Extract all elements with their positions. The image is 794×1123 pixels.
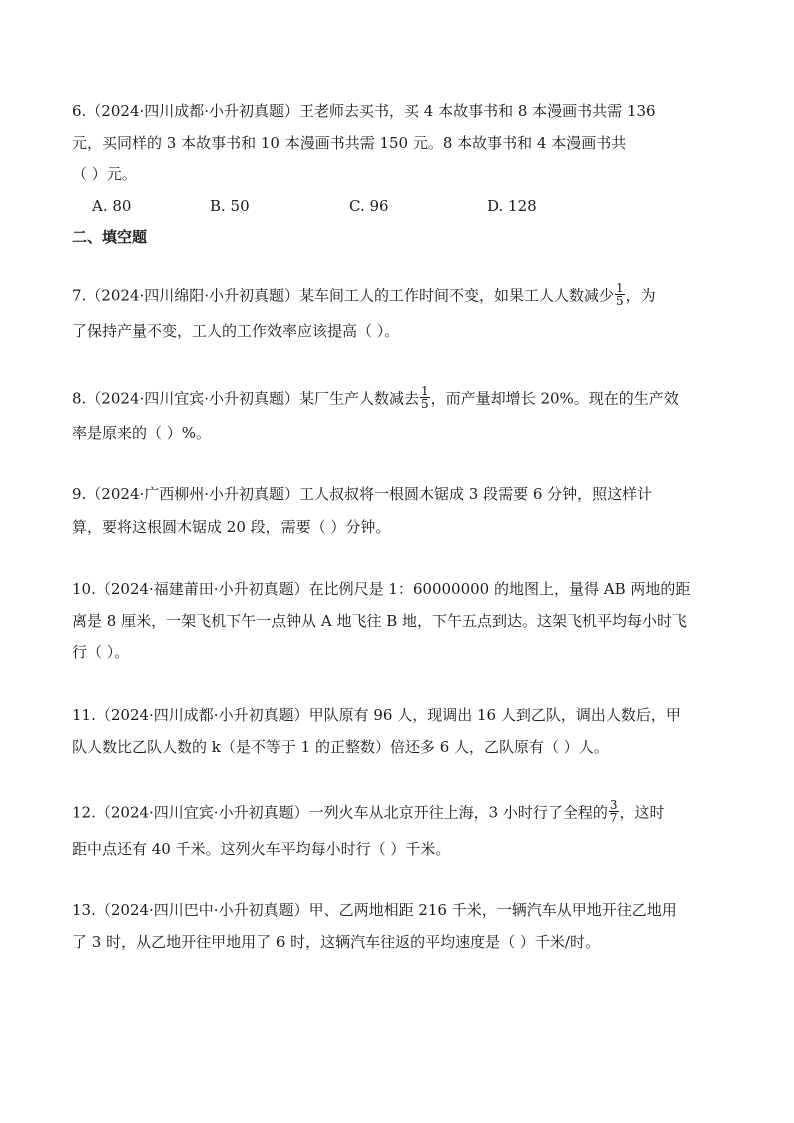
q6-option-a: A. 80 (92, 197, 132, 215)
q6-line2: 元，买同样的 3 本故事书和 10 本漫画书共需 150 元。8 本故事书和 4 本漫画书共 (72, 134, 627, 152)
q8-line1-tail: ，而产量却增长 20%。现在的生产效 (430, 389, 679, 408)
q6-line1: 6.（2024·四川成都·小升初真题）王老师去买书，买 4 本故事书和 8 本漫画书共需 136 (72, 102, 656, 120)
q8-line2: 率是原来的（ ）%。 (72, 424, 212, 442)
q8-fraction-denominator: 5 (421, 397, 429, 411)
q13-line2: 了 3 时，从乙地开往甲地用了 6 时，这辆汽车往返的平均速度是（ ）千米/时。 (72, 933, 600, 951)
q10-line3: 行（ ）。 (72, 643, 130, 661)
q9-line2: 算，要将这根圆木锯成 20 段，需要（ ）分钟。 (72, 518, 391, 536)
q12-line1 (72, 798, 665, 826)
q12-fraction-numerator: 3 (609, 798, 618, 812)
q13-line1: 13.（2024·四川巴中·小升初真题）甲、乙两地相距 216 千米，一辆汽车从甲地开往乙地用 (72, 901, 677, 919)
q7-fraction-numerator: 1 (616, 281, 624, 295)
q10-line2: 离是 8 厘米，一架飞机下午一点钟从 A 地飞往 B 地，下午五点到达。这架飞机平均每小时飞 (72, 612, 688, 630)
q8-fraction (420, 385, 430, 410)
q7-line1 (72, 281, 656, 309)
q6-option-b: B. 50 (210, 197, 250, 215)
section-heading: 二、填空题 (72, 228, 148, 246)
q9-line1: 9.（2024·广西柳州·小升初真题）工人叔叔将一根圆木锯成 3 段需要 6 分钟，照这样计 (72, 485, 653, 503)
q6-option-d: D. 128 (487, 197, 537, 215)
q12-line1-tail: ，这时 (619, 803, 665, 822)
q6-line3: （ ）元。 (72, 165, 137, 183)
q7-line2: 了保持产量不变，工人的工作效率应该提高（ ）。 (72, 322, 400, 340)
q7-line1-text: 7.（2024·四川绵阳·小升初真题）某车间工人的工作时间不变，如果工人人数减少 (72, 286, 615, 305)
q7-fraction-denominator: 5 (616, 294, 624, 308)
q11-line2: 队人数比乙队人数的 k（是不等于 1 的正整数）倍还多 6 人，乙队原有（ ）人。 (72, 738, 609, 756)
q8-fraction-numerator: 1 (421, 384, 429, 398)
q8-line1-text: 8.（2024·四川宜宾·小升初真题）某厂生产人数减去 (72, 389, 420, 408)
q7-fraction (615, 282, 625, 307)
q12-line1-text: 12.（2024·四川宜宾·小升初真题）一列火车从北京开往上海，3 小时行了全程的 (72, 803, 608, 822)
q12-line2: 距中点还有 40 千米。这列火车平均每小时行（ ）千米。 (72, 840, 451, 858)
q7-line1-tail: ，为 (625, 286, 656, 305)
q10-line1: 10.（2024·福建莆田·小升初真题）在比例尺是 1：60000000 的地图上，量得 AB 两地的距 (72, 580, 691, 598)
q11-line1: 11.（2024·四川成都·小升初真题）甲队原有 96 人，现调出 16 人到乙队，调出人数后，甲 (72, 706, 681, 724)
q12-fraction-denominator: 7 (609, 811, 618, 825)
q8-line1 (72, 384, 679, 412)
q12-fraction (609, 799, 619, 824)
q6-option-c: C. 96 (349, 197, 389, 215)
